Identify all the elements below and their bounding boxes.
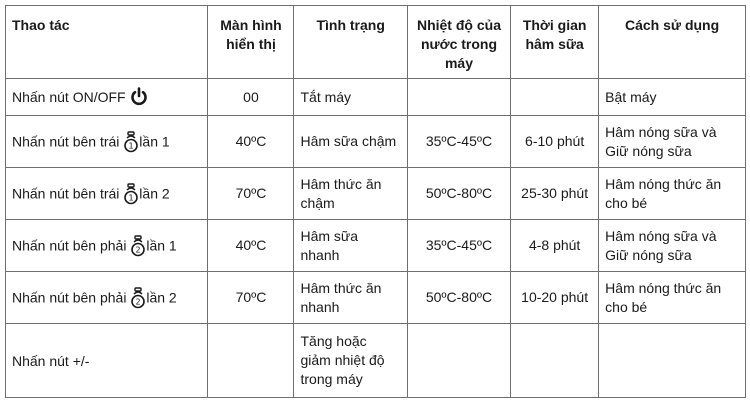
svg-text:1: 1 [128,193,134,202]
header-water-temp: Nhiệt độ của nước trong máy [407,6,510,79]
operation-label: Nhấn nút ON/OFF [12,88,126,105]
time-cell: 25-30 phút [511,168,599,220]
operation-cell [6,79,208,116]
time-cell [511,324,599,398]
header-status: Tình trạng [294,6,407,79]
operation-suffix: lần 2 [146,289,177,305]
table-header-row [6,6,746,79]
time-cell: 4-8 phút [511,220,599,272]
temp-cell: 50ºC-80ºC [407,168,510,220]
svg-text:1: 1 [128,141,134,150]
usage-cell: Bật máy [599,79,746,116]
temp-cell: 50ºC-80ºC [407,272,510,324]
operation-table [5,5,746,398]
bottle-icon [130,235,146,257]
status-cell: Hâm thức ăn chậm [294,168,407,220]
table-row [6,324,746,398]
svg-text:2: 2 [135,245,141,254]
operation-label: Nhấn nút bên phải [12,237,127,253]
status-cell: Hâm sữa chậm [294,116,407,168]
operation-label: Nhấn nút bên trái [12,133,120,149]
status-cell: Hâm thức ăn nhanh [294,272,407,324]
usage-cell: Hâm nóng sữa và Giữ nóng sữa [599,220,746,272]
operation-suffix: lần 1 [139,133,170,149]
time-cell [511,79,599,116]
usage-cell: Hâm nóng thức ăn cho bé [599,272,746,324]
operation-label: Nhấn nút +/- [12,352,90,369]
bottle-icon [130,287,146,309]
display-cell: 40ºC [208,220,294,272]
display-cell: 40ºC [208,116,294,168]
temp-cell: 35ºC-45ºC [407,220,510,272]
time-cell: 10-20 phút [511,272,599,324]
table-row [6,79,746,116]
header-usage: Cách sử dụng [599,6,746,79]
svg-text:2: 2 [135,297,141,306]
display-cell: 00 [208,79,294,116]
operation-cell [6,220,208,272]
table-row [6,272,746,324]
usage-cell [599,324,746,398]
display-cell: 70ºC [208,168,294,220]
bottle-icon [123,183,139,205]
bottle-icon [123,131,139,153]
usage-cell: Hâm nóng sữa và Giữ nóng sữa [599,116,746,168]
table-row [6,220,746,272]
operation-cell [6,168,208,220]
display-cell [208,324,294,398]
header-warming-time: Thời gian hâm sữa [511,6,599,79]
usage-cell: Hâm nóng thức ăn cho bé [599,168,746,220]
table-row [6,168,746,220]
operation-label: Nhấn nút bên trái [12,185,120,201]
temp-cell [407,324,510,398]
power-icon [129,87,149,107]
status-cell: Tắt máy [294,79,407,116]
header-display: Màn hình hiển thị [208,6,294,79]
time-cell: 6-10 phút [511,116,599,168]
operation-label: Nhấn nút bên phải [12,289,127,305]
status-cell: Tăng hoặc giảm nhiệt độ trong máy [294,324,407,398]
temp-cell: 35ºC-45ºC [407,116,510,168]
status-cell: Hâm sữa nhanh [294,220,407,272]
operation-cell [6,272,208,324]
table-row [6,116,746,168]
display-cell: 70ºC [208,272,294,324]
header-operation: Thao tác [6,6,208,79]
operation-cell [6,116,208,168]
operation-cell [6,324,208,398]
temp-cell [407,79,510,116]
operation-suffix: lần 2 [139,185,170,201]
operation-suffix: lần 1 [146,237,177,253]
